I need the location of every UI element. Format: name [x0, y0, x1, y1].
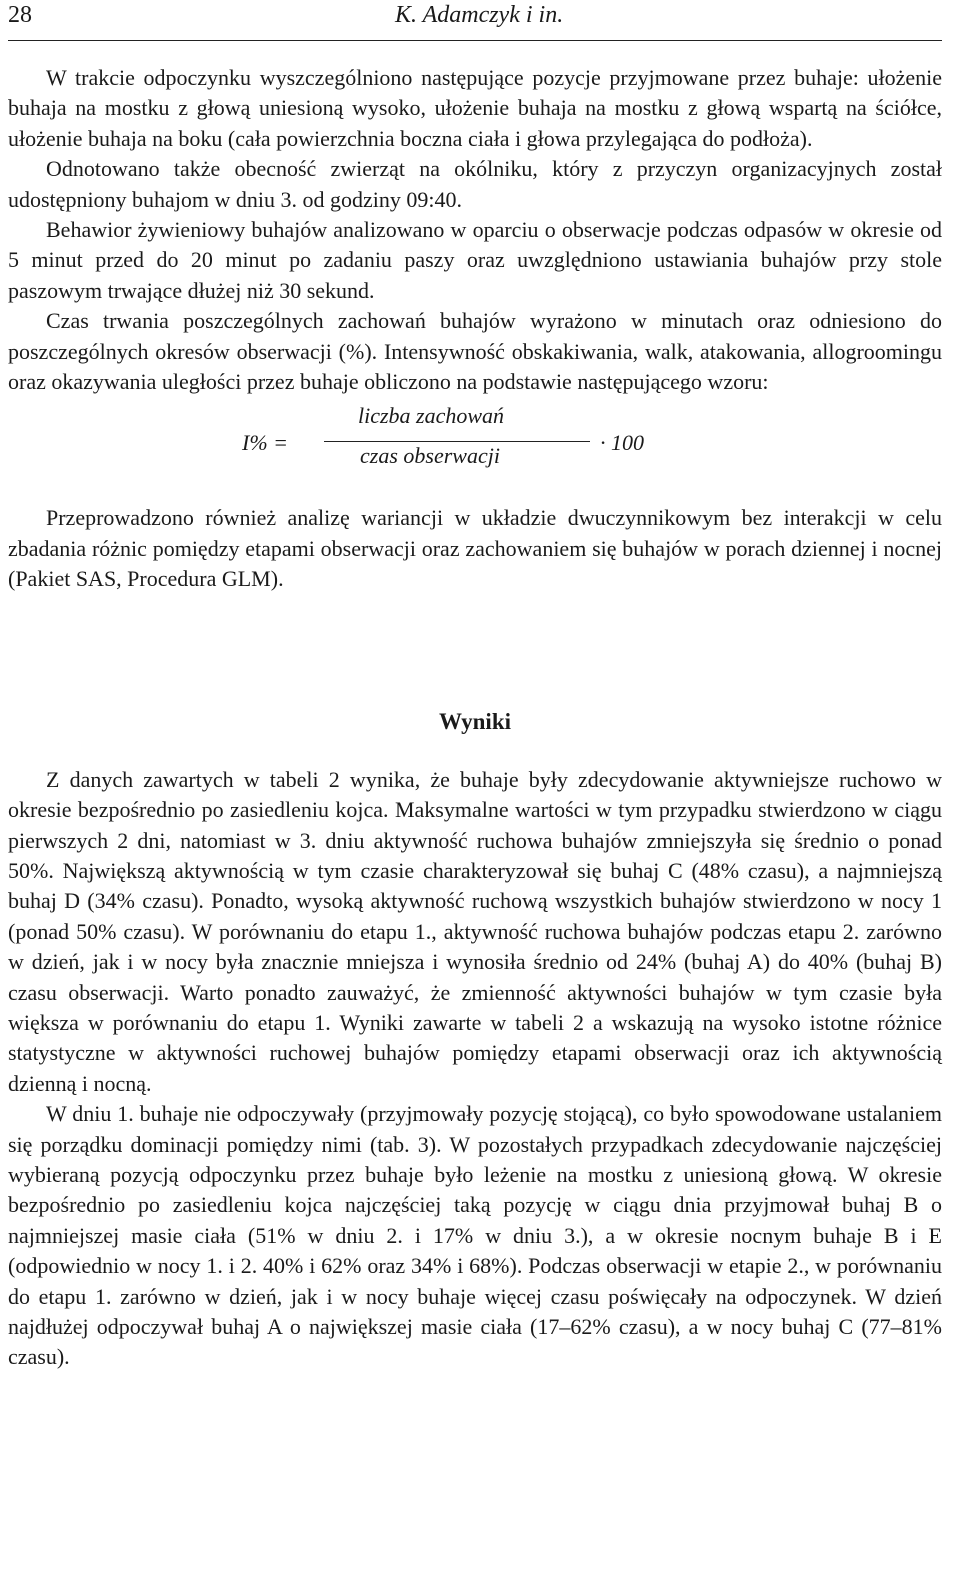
paragraph-results-resting: W dniu 1. buhaje nie odpoczywały (przyjmowały pozycję stojącą), co było spowodowane ustalaniem się porządku dominacji pomiędzy nimi (tab. 3). W pozostałych przypadkach zdecydowanie najczęściej wybieraną pozycją odpoczynku przez buhaje było leżenie na mostku z uniesioną głową. W okresie bezpośrednio po zasiedleniu kojca najczęściej taką pozycję w ciągu dnia przyjmował buhaj B o najmniejszej masie ciała (51% w dniu 2. i 17% w dniu 3.), a w okresie nocnym buhaje B i E (odpowiednio w nocy 1. i 2. 40% i 62% oraz 34% i 68%). Podczas obserwacji w etapie 2., w porównaniu do etapu 1. zarówno w dzień, jak i w nocy buhaje więcej czasu poświęcały na odpoczynek. W dzień najdłużej odpoczywał buhaj A o największej masie ciała (17–62% czasu), a w nocy buhaj C (77–81% czasu).	[8, 1101, 942, 1370]
formula-multiplier: · 100	[600, 430, 644, 456]
formula-lhs: I% =	[242, 430, 288, 456]
running-head: K. Adamczyk i in.	[395, 2, 564, 28]
formula-denominator: czas obserwacji	[360, 443, 500, 469]
page	[8, 0, 942, 1373]
section-heading: Wyniki	[438, 708, 511, 734]
page-number: 28	[8, 2, 32, 28]
paragraph-feeding-behaviour: Behawior żywieniowy buhajów analizowano w oparciu o obserwacje podczas odpasów w okresie od 5 minut przed do 20 minut po zadaniu paszy oraz uwzględniono ustawiania buhajów przy stole paszowym trwające dłużej niż 30 sekund.	[8, 217, 942, 303]
paragraph-paddock: Odnotowano także obecność zwierząt na okólniku, który z przyczyn organizacyjnych został udostępniony buhajom w dniu 3. od godziny 09:40.	[8, 156, 942, 212]
formula-numerator: liczba zachowań	[358, 403, 505, 429]
body-text	[8, 63, 942, 1373]
fraction-bar	[324, 441, 590, 442]
page-header	[8, 0, 942, 41]
paragraph-duration-intensity: Czas trwania poszczególnych zachowań buhajów wyrażono w minutach oraz odniesiono do poszczególnych okresów obserwacji (%). Intensywność obskakiwania, walk, atakowania, allogroomingu oraz okazywania uległości przez buhaje obliczono na podstawie następującego wzoru:	[8, 308, 942, 395]
paragraph-results-activity: Z danych zawartych w tabeli 2 wynika, że buhaje były zdecydowanie aktywniejsze ruchowo w okresie bezpośrednio po zasiedleniu kojca. Maksymalne wartości w tym przypadku stwierdzono w ciągu pierwszych 2 dni, natomiast w 3. dniu aktywność ruchowa buhajów zmniejszyła się średnio o ponad 50%. Największą aktywnością w tym czasie charakteryzował się buhaj C (48% czasu), a najmniejszą buhaj D (34% czasu). Ponadto, wysoką aktywność ruchową wszystkich buhajów stwierdzono w nocy 1 (ponad 50% czasu). W porównaniu do etapu 1., aktywność ruchowa buhajów podczas etapu 2. zarówno w dzień, jak i w nocy była znacznie mniejsza i wynosiła średnio od 24% (buhaj A) do 40% (buhaj B) czasu obserwacji. Warto ponadto zauważyć, że zmienność aktywności buhajów w tym czasie była większa w porównaniu do etapu 1. Wyniki zawarte w tabeli 2 a wskazują na wysoko istotne różnice statystyczne w aktywności ruchowej buhajów pomiędzy etapami obserwacji oraz ich aktywnością dzienną i nocną.	[8, 766, 942, 1096]
intensity-formula	[8, 397, 942, 503]
paragraph-variance-analysis: Przeprowadzono również analizę wariancji w układzie dwuczynnikowym bez interakcji w celu zbadania różnic pomiędzy etapami obserwacji oraz zachowaniem się buhajów w porach dziennej i nocnej (Pakiet SAS, Procedura GLM).	[8, 505, 942, 592]
paragraph-rest-positions: W trakcie odpoczynku wyszczególniono następujące pozycje przyjmowane przez buhaje: ułożenie buhaja na mostku z głową uniesioną wysoko, ułożenie buhaja na mostku z głową wspartą na ściółce, ułożenie buhaja na boku (cała powierzchnia boczna ciała i głowa przylegająca do podłoża).	[8, 65, 942, 151]
